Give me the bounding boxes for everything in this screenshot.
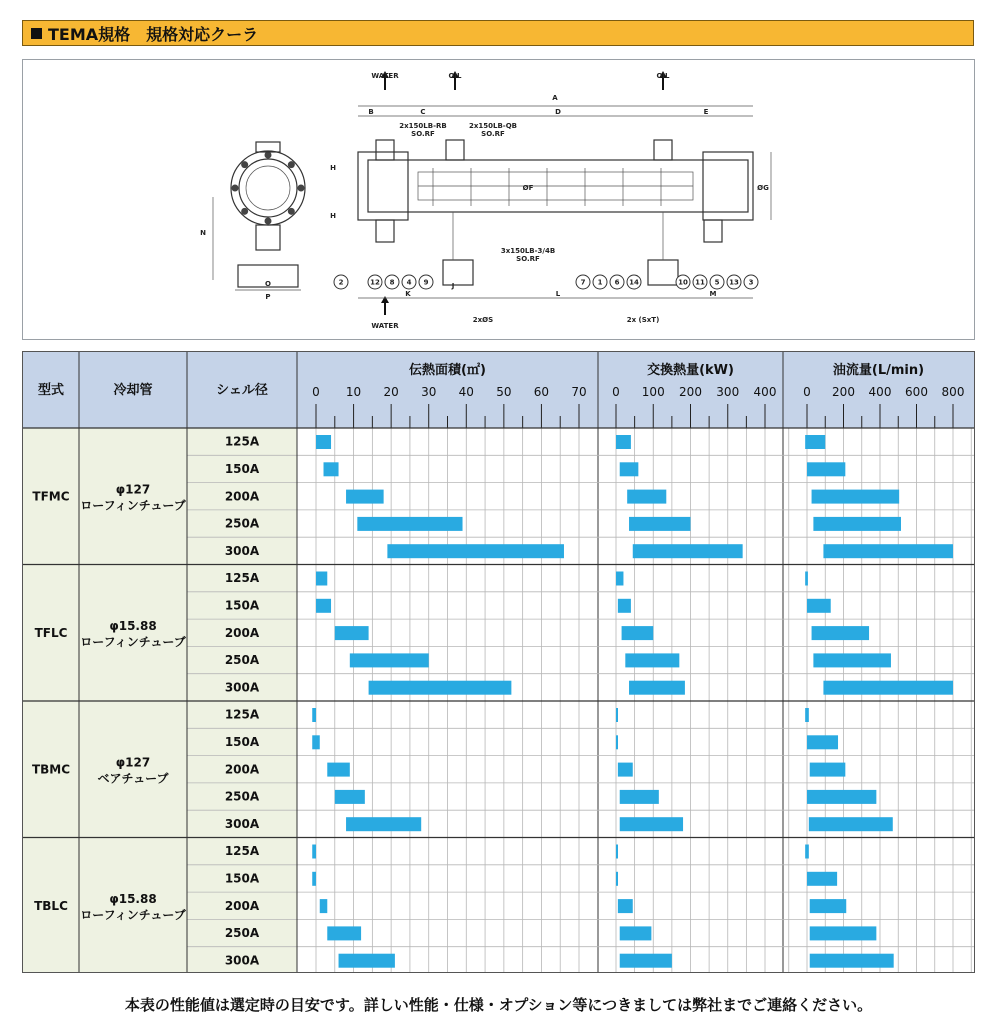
shell-size-label: 300A [224, 543, 260, 558]
dim-label-g: ØG [757, 184, 769, 192]
bar-0-tflc-300a [369, 681, 512, 695]
col-header-model: 型式 [37, 383, 65, 398]
callout-number: 2 [338, 278, 344, 287]
shell-size-label: 150A [224, 734, 260, 749]
tick-label: 400 [753, 385, 777, 399]
tube-size-label: φ15.88 [109, 618, 157, 633]
bar-2-tblc-200a [810, 899, 847, 913]
bar-0-tfmc-200a [346, 490, 384, 504]
shell-size-label: 250A [224, 789, 260, 804]
model-label: TBLC [34, 898, 68, 913]
bar-1-tblc-250a [620, 926, 652, 940]
chart-title-0: 伝熱面積(㎡) [409, 363, 486, 378]
tick-label: 40 [458, 385, 474, 399]
tube-type-label: ローフィンチューブ [80, 907, 186, 922]
bar-0-tbmc-150a [312, 735, 320, 749]
dim-label-p: P [265, 293, 271, 301]
model-label: TFLC [34, 625, 68, 640]
callout-number: 1 [597, 278, 603, 287]
callout-number: 7 [580, 278, 586, 287]
oil-in-label: OIL [448, 72, 462, 80]
bar-1-tbmc-250a [620, 790, 659, 804]
col-header-shell: シェル径 [216, 383, 268, 398]
tube-type-label: ベアチューブ [97, 771, 169, 786]
tick-label: 100 [641, 385, 665, 399]
drain-nozzle [704, 220, 722, 242]
callout-number: 12 [370, 278, 380, 287]
end-view-shell [239, 159, 297, 217]
bar-1-tbmc-125a [616, 708, 618, 722]
bar-1-tflc-150a [618, 599, 631, 613]
bar-1-tfmc-300a [633, 544, 743, 558]
bar-1-tflc-200a [622, 626, 654, 640]
tick-label: 50 [496, 385, 512, 399]
dim-label-t: 2x (SxT) [626, 316, 660, 324]
bar-1-tblc-300a [620, 954, 672, 968]
dim-label-n: N [200, 229, 206, 237]
dim-label-e: E [703, 108, 709, 116]
dim-label-m: M [709, 290, 717, 298]
water-out-label: WATER [371, 72, 399, 80]
bar-2-tbmc-150a [807, 735, 838, 749]
callout-number: 11 [695, 278, 705, 287]
bar-2-tbmc-250a [807, 790, 876, 804]
bolt-hole [288, 161, 295, 168]
dim-label-k: K [405, 290, 411, 298]
bar-0-tbmc-125a [312, 708, 316, 722]
bolt-hole [241, 208, 248, 215]
bar-1-tbmc-300a [620, 817, 683, 831]
bolt-hole [241, 161, 248, 168]
chart-title-1: 交換熱量(kW) [647, 363, 734, 378]
tick-label: 800 [941, 385, 965, 399]
callout-number: 9 [423, 278, 429, 287]
water-nozzle-top [376, 140, 394, 160]
shell-size-label: 200A [224, 489, 260, 504]
oil-nozzle-in [446, 140, 464, 160]
callout-number: 6 [614, 278, 620, 287]
bar-2-tfmc-300a [823, 544, 953, 558]
bar-2-tflc-200a [812, 626, 869, 640]
section-title: TEMA規格 規格対応クーラ [48, 24, 259, 44]
dim-label-o: O [265, 280, 271, 288]
bar-2-tblc-125a [805, 845, 809, 859]
tick-label: 70 [571, 385, 587, 399]
head-left [358, 152, 408, 220]
flange-drain-label: 3x150LB-3/4B [500, 247, 556, 255]
bar-1-tfmc-125a [616, 435, 631, 449]
dim-label-h2: H [330, 212, 336, 220]
end-view-nozzle-bottom [256, 225, 280, 250]
shell-size-label: 125A [224, 434, 260, 449]
end-view-bore [246, 166, 290, 210]
callout-number: 3 [748, 278, 754, 287]
bolt-hole [298, 185, 305, 192]
shell-size-label: 300A [224, 816, 260, 831]
bar-2-tblc-300a [810, 954, 894, 968]
tick-label: 200 [832, 385, 855, 399]
shell-size-label: 150A [224, 871, 260, 886]
shell-size-label: 125A [224, 571, 260, 586]
saddle-left [443, 260, 473, 285]
bar-2-tflc-250a [813, 653, 891, 667]
dim-label-l: L [555, 290, 561, 298]
dim-label-f: ØF [522, 184, 534, 192]
tick-label: 0 [312, 385, 320, 399]
dim-label-j: J [451, 282, 455, 290]
bar-2-tblc-250a [810, 926, 877, 940]
flange-qb-type: SO.RF [481, 130, 505, 138]
tick-label: 400 [868, 385, 892, 399]
shell-size-label: 200A [224, 898, 260, 913]
tube-size-label: φ127 [115, 482, 151, 497]
bar-1-tbmc-150a [616, 735, 618, 749]
shell-size-label: 300A [224, 680, 260, 695]
dim-label-a: A [552, 94, 558, 102]
tube-type-label: ローフィンチューブ [80, 634, 186, 649]
flange-drain-type: SO.RF [516, 255, 540, 263]
bar-1-tfmc-250a [629, 517, 690, 531]
bar-0-tbmc-200a [327, 763, 350, 777]
bar-0-tblc-150a [312, 872, 316, 886]
oil-nozzle-out [654, 140, 672, 160]
bar-1-tflc-300a [629, 681, 685, 695]
shell-size-label: 250A [224, 653, 260, 668]
shell-size-label: 250A [224, 516, 260, 531]
bar-2-tfmc-150a [807, 462, 845, 476]
spec-table [22, 351, 975, 973]
callout-number: 4 [406, 278, 412, 287]
flange-rb-type: SO.RF [411, 130, 435, 138]
bar-0-tfmc-250a [357, 517, 462, 531]
bar-0-tblc-300a [339, 954, 395, 968]
callout-number: 13 [729, 278, 739, 287]
head-right [703, 152, 753, 220]
bar-2-tfmc-125a [805, 435, 825, 449]
bar-0-tflc-200a [335, 626, 369, 640]
dim-label-d: D [555, 108, 561, 116]
bar-2-tfmc-250a [813, 517, 901, 531]
dim-label-s: 2xØS [472, 316, 494, 324]
tube-type-label: ローフィンチューブ [80, 498, 186, 513]
callout-number: 5 [714, 278, 720, 287]
bar-0-tfmc-125a [316, 435, 331, 449]
title-square-icon [31, 28, 42, 39]
tick-label: 600 [905, 385, 928, 399]
shell-size-label: 250A [224, 926, 260, 941]
bar-0-tfmc-300a [387, 544, 564, 558]
dim-label-b: B [368, 108, 374, 116]
bar-1-tblc-150a [616, 872, 618, 886]
bar-2-tflc-300a [823, 681, 953, 695]
bar-0-tflc-150a [316, 599, 331, 613]
tick-label: 60 [533, 385, 550, 399]
bar-2-tflc-150a [807, 599, 831, 613]
callout-number: 8 [389, 278, 395, 287]
tick-label: 10 [345, 385, 362, 399]
bar-0-tbmc-300a [346, 817, 421, 831]
bar-1-tfmc-150a [620, 462, 639, 476]
bar-0-tblc-250a [327, 926, 361, 940]
bar-2-tbmc-200a [810, 763, 846, 777]
footer-note: 本表の性能値は選定時の目安です。詳しい性能・仕様・オプション等につきましては弊社までご連絡ください。 [124, 996, 873, 1014]
flange-qb-label: 2x150LB-QB [469, 122, 517, 130]
bar-1-tblc-200a [618, 899, 633, 913]
diagram-drawing [23, 60, 974, 339]
bar-1-tflc-250a [625, 653, 679, 667]
flange-rb-label: 2x150LB-RB [399, 122, 447, 130]
shell-size-label: 200A [224, 762, 260, 777]
shell-size-label: 200A [224, 625, 260, 640]
bar-2-tfmc-200a [812, 490, 900, 504]
water-in-label: WATER [371, 322, 399, 330]
tube-size-label: φ15.88 [109, 891, 157, 906]
bolt-hole [288, 208, 295, 215]
saddle-right [648, 260, 678, 285]
water-in-arrow-head [381, 296, 389, 303]
callout-number: 10 [678, 278, 688, 287]
cooler-dimension-diagram [22, 59, 975, 340]
tube-size-label: φ127 [115, 755, 151, 770]
chart-title-2: 油流量(L/min) [832, 363, 925, 378]
water-nozzle-bottom [376, 220, 394, 242]
model-label: TFMC [32, 489, 70, 504]
bar-2-tbmc-300a [809, 817, 893, 831]
callout-number: 14 [629, 278, 639, 287]
bar-0-tblc-200a [320, 899, 328, 913]
dim-label-c: C [420, 108, 426, 116]
model-label: TBMC [31, 762, 71, 777]
bar-2-tflc-125a [805, 572, 808, 586]
tick-label: 20 [383, 385, 399, 399]
shell-size-label: 300A [224, 953, 260, 968]
bar-2-tblc-150a [807, 872, 837, 886]
tick-label: 300 [716, 385, 740, 399]
bar-0-tfmc-150a [324, 462, 339, 476]
shell-size-label: 150A [224, 461, 260, 476]
tick-label: 0 [612, 385, 620, 399]
oil-out-label: OIL [656, 72, 670, 80]
bar-1-tflc-125a [616, 572, 623, 586]
section-title-bar [22, 20, 974, 46]
tick-label: 200 [679, 385, 702, 399]
shell-size-label: 150A [224, 598, 260, 613]
spec-chart-svg [23, 352, 974, 972]
bar-0-tbmc-250a [335, 790, 365, 804]
bar-1-tblc-125a [616, 845, 618, 859]
bolt-hole [232, 185, 239, 192]
bolt-hole [265, 218, 272, 225]
end-view-flange [231, 151, 305, 225]
dim-label-h1: H [330, 164, 336, 172]
shell-size-label: 125A [224, 844, 260, 859]
bar-1-tfmc-200a [627, 490, 666, 504]
tick-label: 30 [421, 385, 437, 399]
shell-size-label: 125A [224, 707, 260, 722]
bar-0-tflc-250a [350, 653, 429, 667]
bar-0-tblc-125a [312, 845, 316, 859]
bar-1-tbmc-200a [618, 763, 633, 777]
bar-0-tflc-125a [316, 572, 327, 586]
bar-2-tbmc-125a [805, 708, 809, 722]
col-header-tube: 冷却管 [113, 383, 153, 398]
tick-label: 0 [803, 385, 811, 399]
